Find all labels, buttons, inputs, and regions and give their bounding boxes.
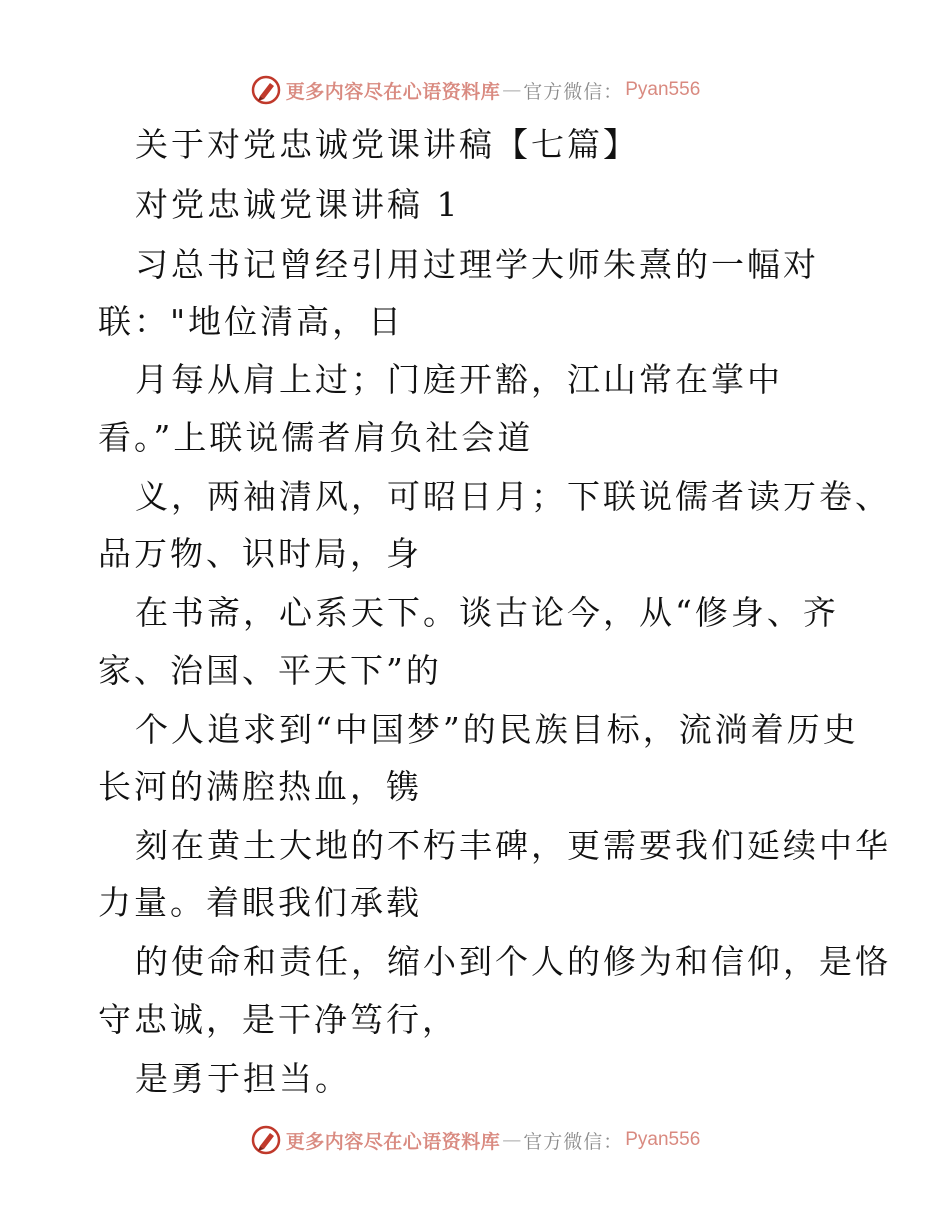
- banner-text: 更多内容尽在心语资料库: [285, 1130, 501, 1153]
- paragraph-line: 月每从肩上过；门庭开豁，江山常在掌中: [135, 360, 783, 399]
- paragraph-line: 个人追求到“中国梦”的民族目标，流淌着历史: [135, 710, 859, 749]
- paragraph-line: 是勇于担当。: [135, 1059, 351, 1098]
- header-banner: [0, 70, 950, 110]
- paragraph-line: 力量。着眼我们承载: [98, 883, 422, 922]
- paragraph-line: 品万物、识时局，身: [98, 534, 422, 573]
- paragraph-line: 习总书记曾经引用过理学大师朱熹的一幅对: [135, 245, 819, 284]
- banner-wechat-id: Pyan556: [625, 79, 701, 100]
- banner-separator: —: [502, 79, 522, 101]
- paragraph-line: 家、治国、平天下”的: [98, 651, 442, 690]
- paragraph-line: 长河的满腔热血，镌: [98, 767, 422, 806]
- banner-text: 更多内容尽在心语资料库: [285, 80, 501, 103]
- document-title: 关于对党忠诚党课讲稿【七篇】: [135, 125, 639, 164]
- banner-wechat-label: 官方微信：: [523, 80, 624, 103]
- paragraph-line: 刻在黄土大地的不朽丰碑，更需要我们延续中华: [135, 826, 891, 865]
- paragraph-line: 的使命和责任，缩小到个人的修为和信仰，是恪: [135, 942, 891, 981]
- banner-wechat-label: 官方微信：: [523, 1130, 624, 1153]
- footer-banner: [0, 1120, 950, 1160]
- paragraph-line: 联："地位清高，日: [98, 302, 405, 341]
- paragraph-line: 守忠诚，是干净笃行，: [98, 1000, 458, 1039]
- pen-logo-icon: [250, 74, 282, 106]
- pen-logo-icon: [250, 1124, 282, 1156]
- banner-separator: —: [502, 1129, 522, 1151]
- paragraph-line: 看。”上联说儒者肩负社会道: [98, 418, 534, 457]
- paragraph-line: 在书斋，心系天下。谈古论今，从“修身、齐: [135, 593, 839, 632]
- paragraph-line: 义，两袖清风，可昭日月；下联说儒者读万卷、: [135, 477, 891, 516]
- document-subtitle: 对党忠诚党课讲稿 1: [135, 185, 461, 224]
- banner-wechat-id: Pyan556: [625, 1129, 701, 1150]
